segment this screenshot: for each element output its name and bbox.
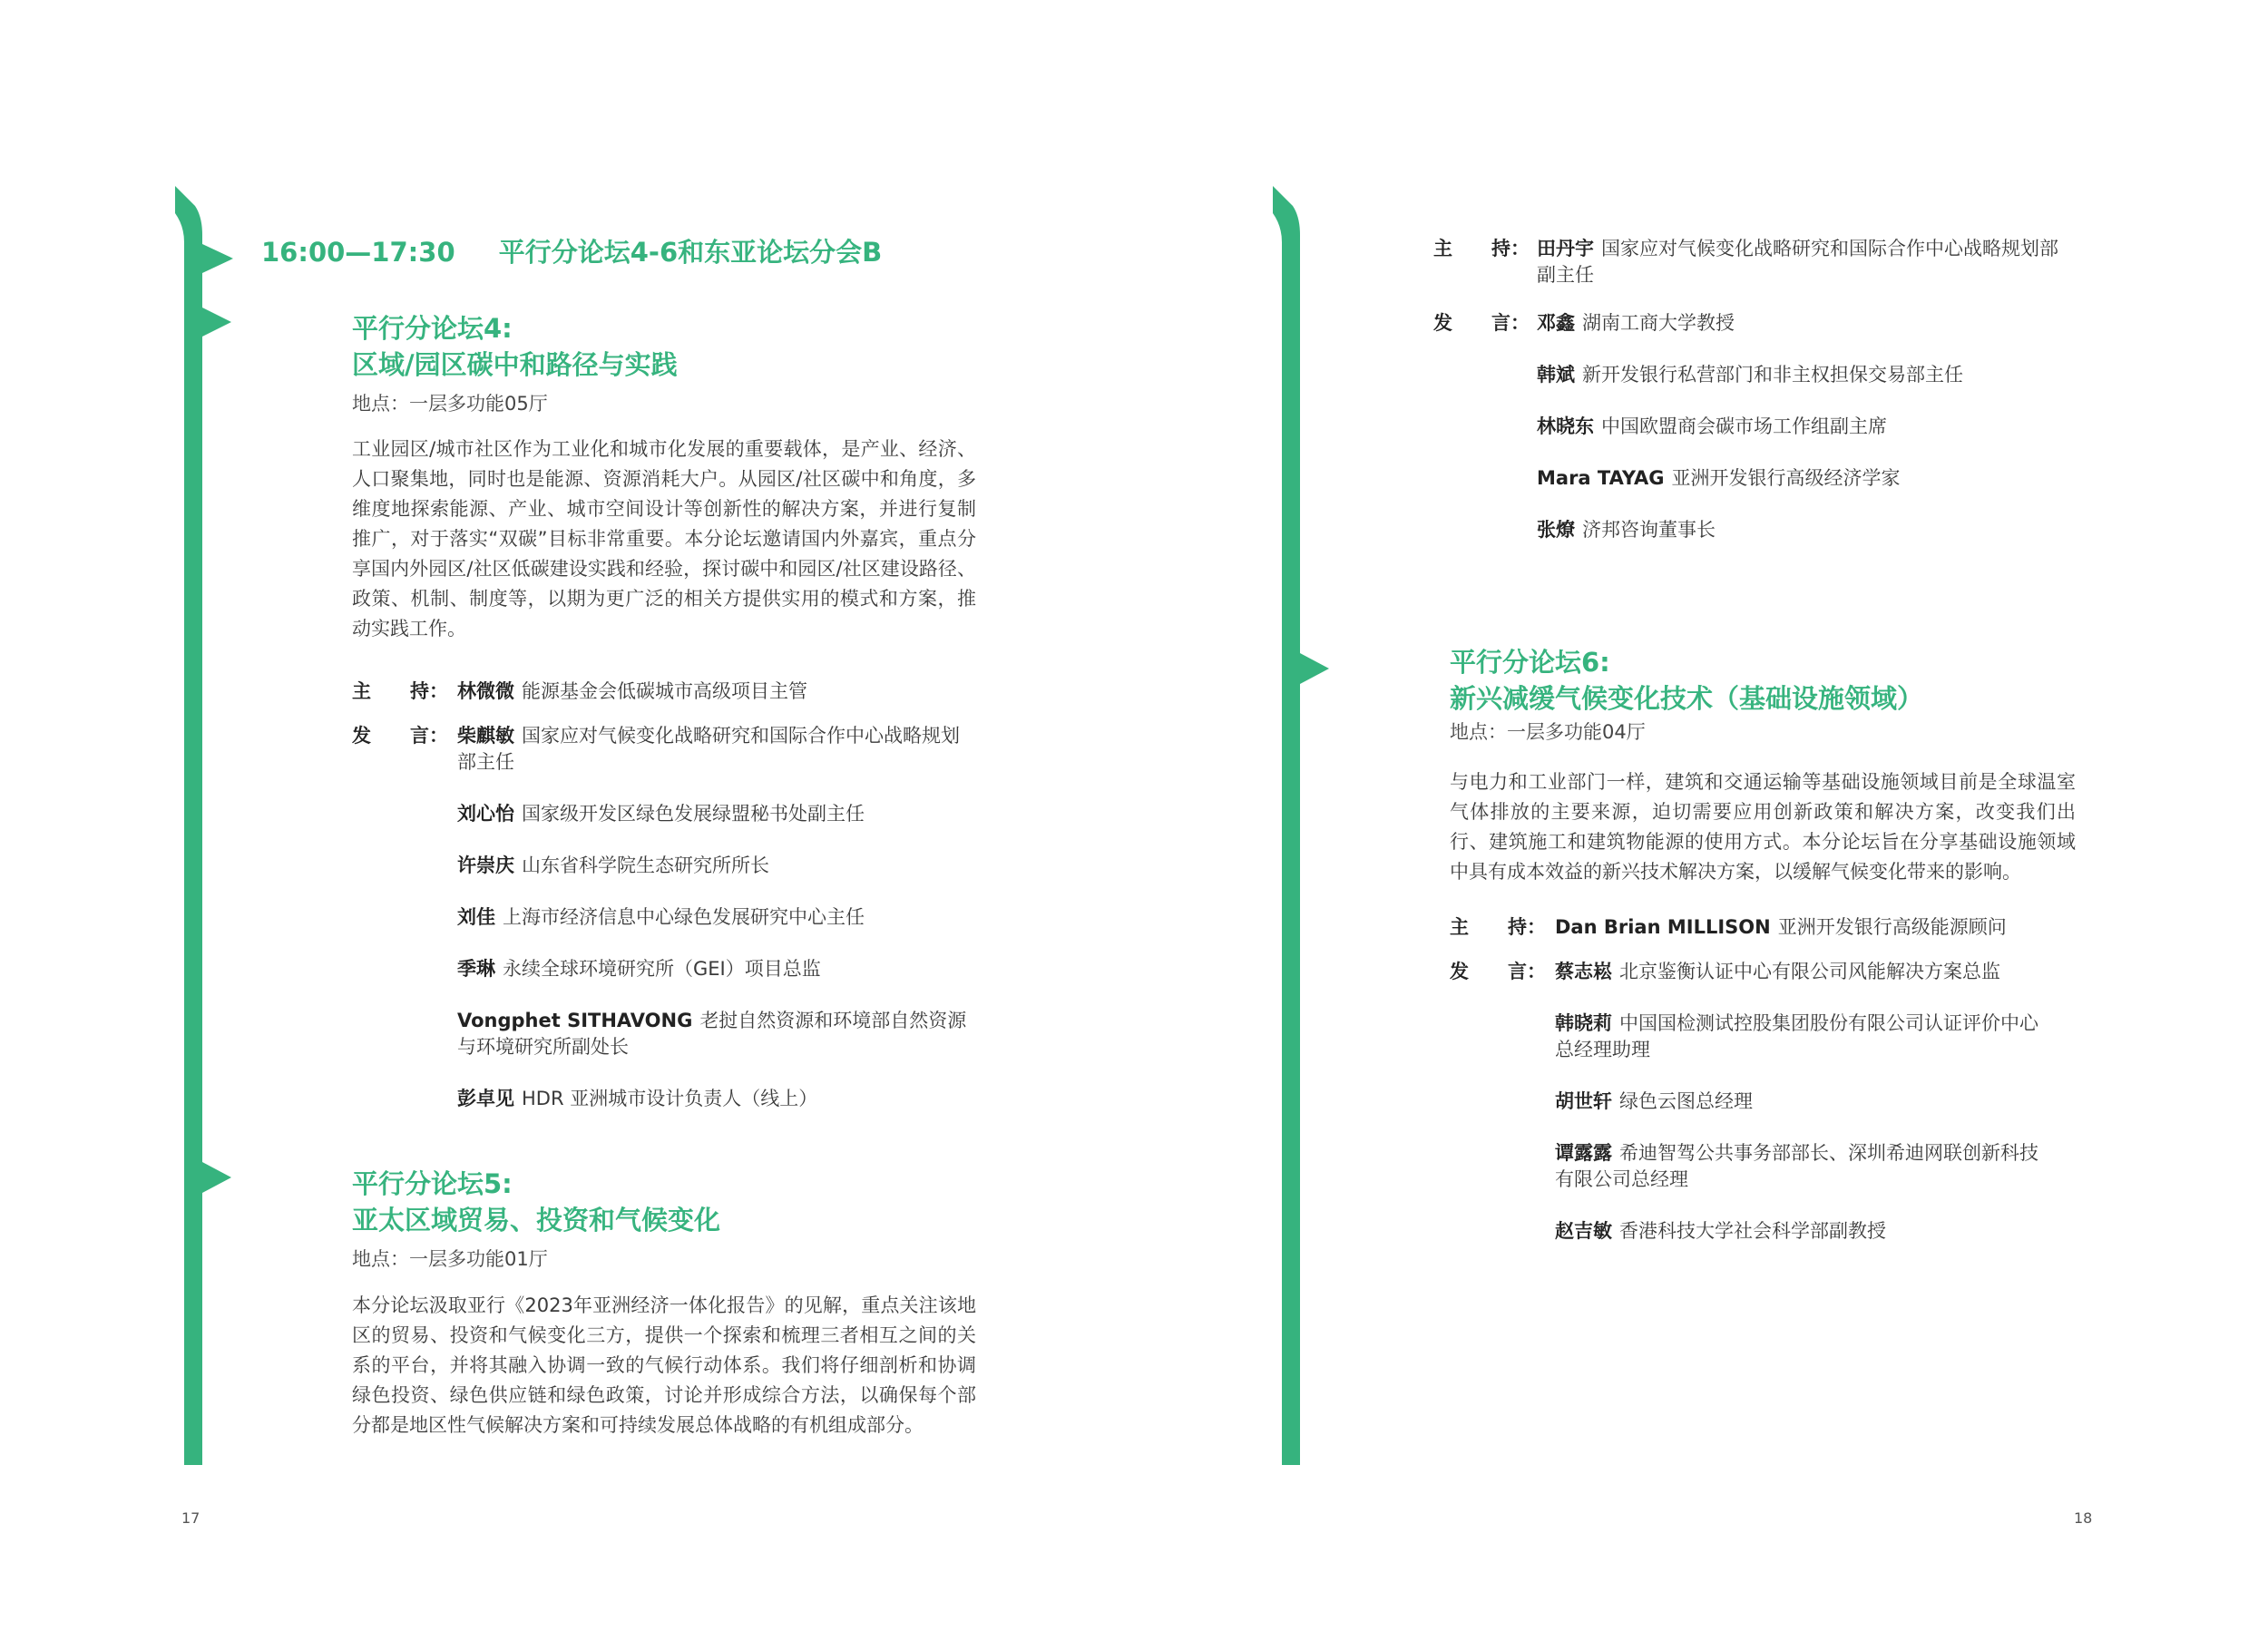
forum4-host-row bbox=[352, 679, 976, 705]
speaker-item: 林晓东 中国欧盟商会碳市场工作组副主席 bbox=[1537, 415, 1887, 437]
forum5-section bbox=[352, 1166, 976, 1441]
forum4-label: 平行分论坛4: bbox=[352, 313, 513, 344]
forum5-label: 平行分论坛5: bbox=[352, 1168, 513, 1199]
speaker-item: Vongphet SITHAVONG 老挝自然资源和环境部自然资源与环境研究所副处长 bbox=[457, 1010, 967, 1058]
speaker-item: 许崇庆 山东省科学院生态研究所所长 bbox=[457, 855, 769, 876]
forum6-title: 新兴减缓气候变化技术（基础设施领域） bbox=[1450, 683, 1924, 714]
speaker-item: 蔡志崧 北京鉴衡认证中心有限公司风能解决方案总监 bbox=[1555, 961, 2000, 982]
host-name: Dan Brian MILLISON bbox=[1555, 916, 1771, 938]
forum5-venue: 地点：一层多功能01厅 bbox=[352, 1248, 548, 1270]
forum5-title: 亚太区域贸易、投资和气候变化 bbox=[352, 1205, 721, 1235]
host-name: 田丹宇 bbox=[1537, 238, 1594, 259]
speaker-item: 韩斌 新开发银行私营部门和非主权担保交易部主任 bbox=[1537, 364, 1963, 386]
forum6-label: 平行分论坛6: bbox=[1450, 647, 1610, 678]
right-timeline bbox=[1266, 186, 1338, 1465]
session-header bbox=[261, 234, 882, 270]
speaker-item: 胡世轩 绿色云图总经理 bbox=[1555, 1090, 1753, 1112]
forum6-marker-icon bbox=[1300, 653, 1329, 684]
page-number-left: 17 bbox=[181, 1509, 200, 1527]
forum4-title: 区域/园区碳中和路径与实践 bbox=[352, 349, 678, 380]
session-time: 16:00—17:30 bbox=[261, 237, 455, 268]
host-title: 国家应对气候变化战略研究和国际合作中心战略规划部副主任 bbox=[1537, 238, 2058, 286]
forum6-host-row bbox=[1450, 914, 2076, 941]
speaker-item: 彭卓见 HDR 亚洲城市设计负责人（线上） bbox=[457, 1088, 818, 1109]
host-name: 林微微 bbox=[457, 680, 514, 702]
forum4-description: 工业园区/城市社区作为工业化和城市化发展的重要载体，是产业、经济、人口聚集地，同时也是能源、资源消耗大户。从园区/社区碳中和角度，多维度地探索能源、产业、城市空间设计等创新性的解决方案，并进行复制推广，对于落实“双碳”目标非常重要。本分论坛邀请国内外嘉宾，重点分享国内外园区/社区低碳建设实践和经验，探讨碳中和园区/社区建设路径、政策、机制、制度等，以期为更广泛的相关方提供实用的模式和方案，推动实践工作。 bbox=[352, 438, 976, 640]
speaker-role-label: 发 言： bbox=[352, 725, 448, 747]
forum4-venue: 地点：一层多功能05厅 bbox=[352, 393, 548, 415]
speaker-item: 刘佳 上海市经济信息中心绿色发展研究中心主任 bbox=[457, 906, 865, 928]
speaker-item: 韩晓莉 中国国检测试控股集团股份有限公司认证评价中心总经理助理 bbox=[1555, 1012, 2038, 1060]
forum4-marker-icon bbox=[202, 308, 231, 337]
left-timeline bbox=[168, 186, 240, 1465]
speaker-item: 柴麒敏 国家应对气候变化战略研究和国际合作中心战略规划部主任 bbox=[457, 725, 960, 773]
speaker-role-label: 发 言： bbox=[1433, 312, 1530, 334]
forum6-speaker-row bbox=[1450, 959, 2076, 1245]
session-title: 平行分论坛4-6和东亚论坛分会B bbox=[498, 237, 883, 268]
speaker-item: 邓鑫 湖南工商大学教授 bbox=[1537, 312, 1735, 334]
forum6-section bbox=[1450, 644, 2076, 1245]
host-title: 亚洲开发银行高级能源顾问 bbox=[1777, 916, 2007, 938]
forum5-description: 本分论坛汲取亚行《2023年亚洲经济一体化报告》的见解，重点关注该地区的贸易、投资和气候变化三方，提供一个探索和梳理三者相互之间的关系的平台，并将其融入协调一致的气候行动体系。我们将仔细剖析和协调绿色投资、绿色供应链和绿色政策，讨论并形成综合方法，以确保每个部分都是地区性气候解决方案和可持续发展总体战略的有机组成部分。 bbox=[352, 1294, 976, 1436]
speaker-item: 赵吉敏 香港科技大学社会科学部副教授 bbox=[1555, 1220, 1886, 1242]
speaker-item: 谭露露 希迪智驾公共事务部部长、深圳希迪网联创新科技有限公司总经理 bbox=[1555, 1142, 2038, 1190]
speaker-item: 张燎 济邦咨询董事长 bbox=[1537, 519, 1716, 541]
speaker-role-label: 发 言： bbox=[1450, 961, 1546, 982]
forum6-venue: 地点：一层多功能04厅 bbox=[1450, 721, 1646, 743]
forum5-marker-icon bbox=[202, 1162, 231, 1193]
host-title: 能源基金会低碳城市高级项目主管 bbox=[522, 680, 807, 702]
forum4-speaker-row bbox=[352, 723, 976, 1112]
forum5-people bbox=[1433, 236, 2068, 543]
speaker-item: Mara TAYAG 亚洲开发银行高级经济学家 bbox=[1537, 467, 1901, 489]
session-marker-icon bbox=[202, 244, 233, 273]
speaker-item: 季琳 永续全球环境研究所（GEI）项目总监 bbox=[457, 958, 821, 980]
speaker-list bbox=[457, 723, 976, 1112]
speaker-list bbox=[1537, 310, 2068, 543]
forum4-section bbox=[352, 310, 976, 1112]
host-role-label: 主 持： bbox=[1433, 238, 1530, 259]
forum6-description: 与电力和工业部门一样，建筑和交通运输等基础设施领域目前是全球温室气体排放的主要来源，迫切需要应用创新政策和解决方案，改变我们出行、建筑施工和建筑物能源的使用方式。本分论坛旨在分享基础设施领域中具有成本效益的新兴技术解决方案，以缓解气候变化带来的影响。 bbox=[1450, 771, 2076, 883]
page-number-right: 18 bbox=[2074, 1509, 2093, 1527]
forum5-host-row bbox=[1433, 236, 2068, 288]
speaker-item: 刘心怡 国家级开发区绿色发展绿盟秘书处副主任 bbox=[457, 803, 865, 825]
speaker-list bbox=[1555, 959, 2076, 1245]
host-role-label: 主 持： bbox=[1450, 916, 1546, 938]
forum5-speaker-row bbox=[1433, 310, 2068, 543]
host-role-label: 主 持： bbox=[352, 680, 448, 702]
